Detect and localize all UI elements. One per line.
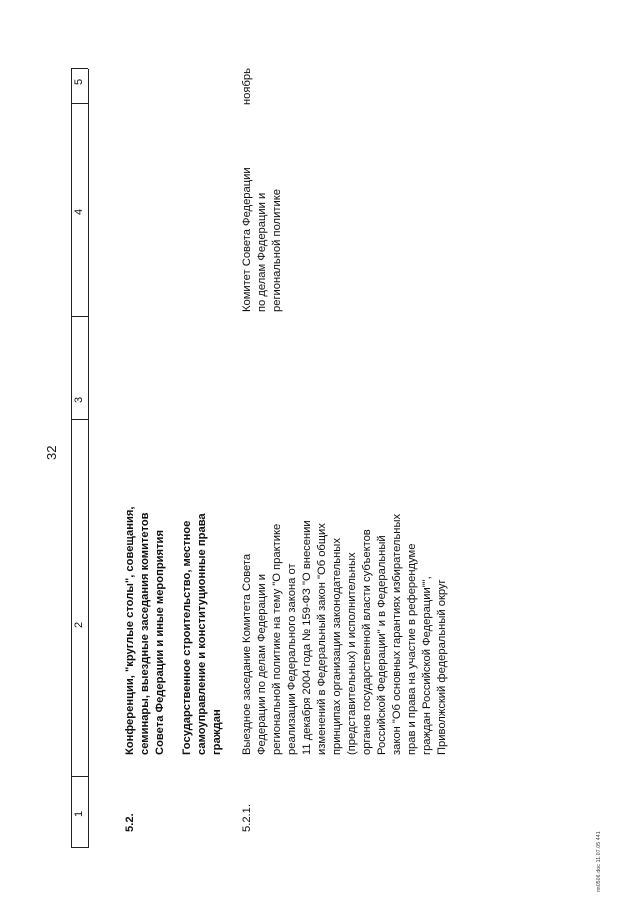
item-description-line: региональной политике на тему "О практике <box>271 523 283 755</box>
column-divider <box>71 419 88 420</box>
responsible-line: по делам Федерации и <box>256 192 268 312</box>
subheading-line: Государственное строительство, местное <box>181 520 193 755</box>
column-number-5: 5 <box>73 78 85 85</box>
item-number: 5.2.1. <box>241 804 253 832</box>
item-description-line: Российской Федерации" и в Федеральный <box>376 535 388 755</box>
table-header-top-line <box>71 69 72 848</box>
subheading-line: граждан <box>211 709 223 755</box>
item-description-line: 11 декабря 2004 года № 159-ФЗ "О внесении <box>301 520 313 755</box>
section-number: 5.2. <box>124 813 136 832</box>
item-description-line: граждан Российской Федерации"", <box>421 576 433 755</box>
table-header-left-edge <box>71 847 88 848</box>
item-description-line: (представительных) и исполнительных <box>346 552 358 755</box>
page-number: 32 <box>44 445 59 460</box>
period: ноябрь <box>241 68 253 105</box>
item-description-line: закон "Об основных гарантиях избирательных <box>391 513 403 755</box>
subheading-line: самоуправление и конституционные права <box>196 513 208 755</box>
item-description-line: органов государственной власти субъектов <box>361 529 373 755</box>
item-description-line: принципах организации законодательных <box>331 538 343 755</box>
table-header-right-edge <box>71 68 88 69</box>
section-title-line: Конференции, "круглые столы", совещания, <box>124 506 136 755</box>
column-divider <box>71 776 88 777</box>
column-number-1: 1 <box>73 810 85 817</box>
item-description-line: изменений в Федеральный закон "Об общих <box>316 523 328 755</box>
item-description-line: Выездное заседание Комитета Совета <box>241 553 253 755</box>
footer-document-code: пп0506.doc 11.07.05 441 <box>596 831 602 892</box>
column-number-2: 2 <box>73 621 85 628</box>
item-description-line: реализации Федерального закона от <box>286 563 298 755</box>
item-description-line: Федерации по делам Федерации и <box>256 574 268 755</box>
column-divider <box>71 316 88 317</box>
section-title-line: семинары, выездные заседания комитетов <box>139 512 151 755</box>
responsible-line: региональной политике <box>271 189 283 312</box>
column-divider <box>71 103 88 104</box>
table-header-bottom-line <box>88 69 89 848</box>
section-title-line: Совета Федерации и иные мероприятия <box>154 530 166 755</box>
responsible-line: Комитет Совета Федерации <box>241 167 253 312</box>
column-number-3: 3 <box>73 396 85 403</box>
item-description-line: прав и права на участие в референдуме <box>406 543 418 755</box>
item-description-line: Приволжский федеральный округ <box>436 579 448 755</box>
column-number-4: 4 <box>73 208 85 215</box>
